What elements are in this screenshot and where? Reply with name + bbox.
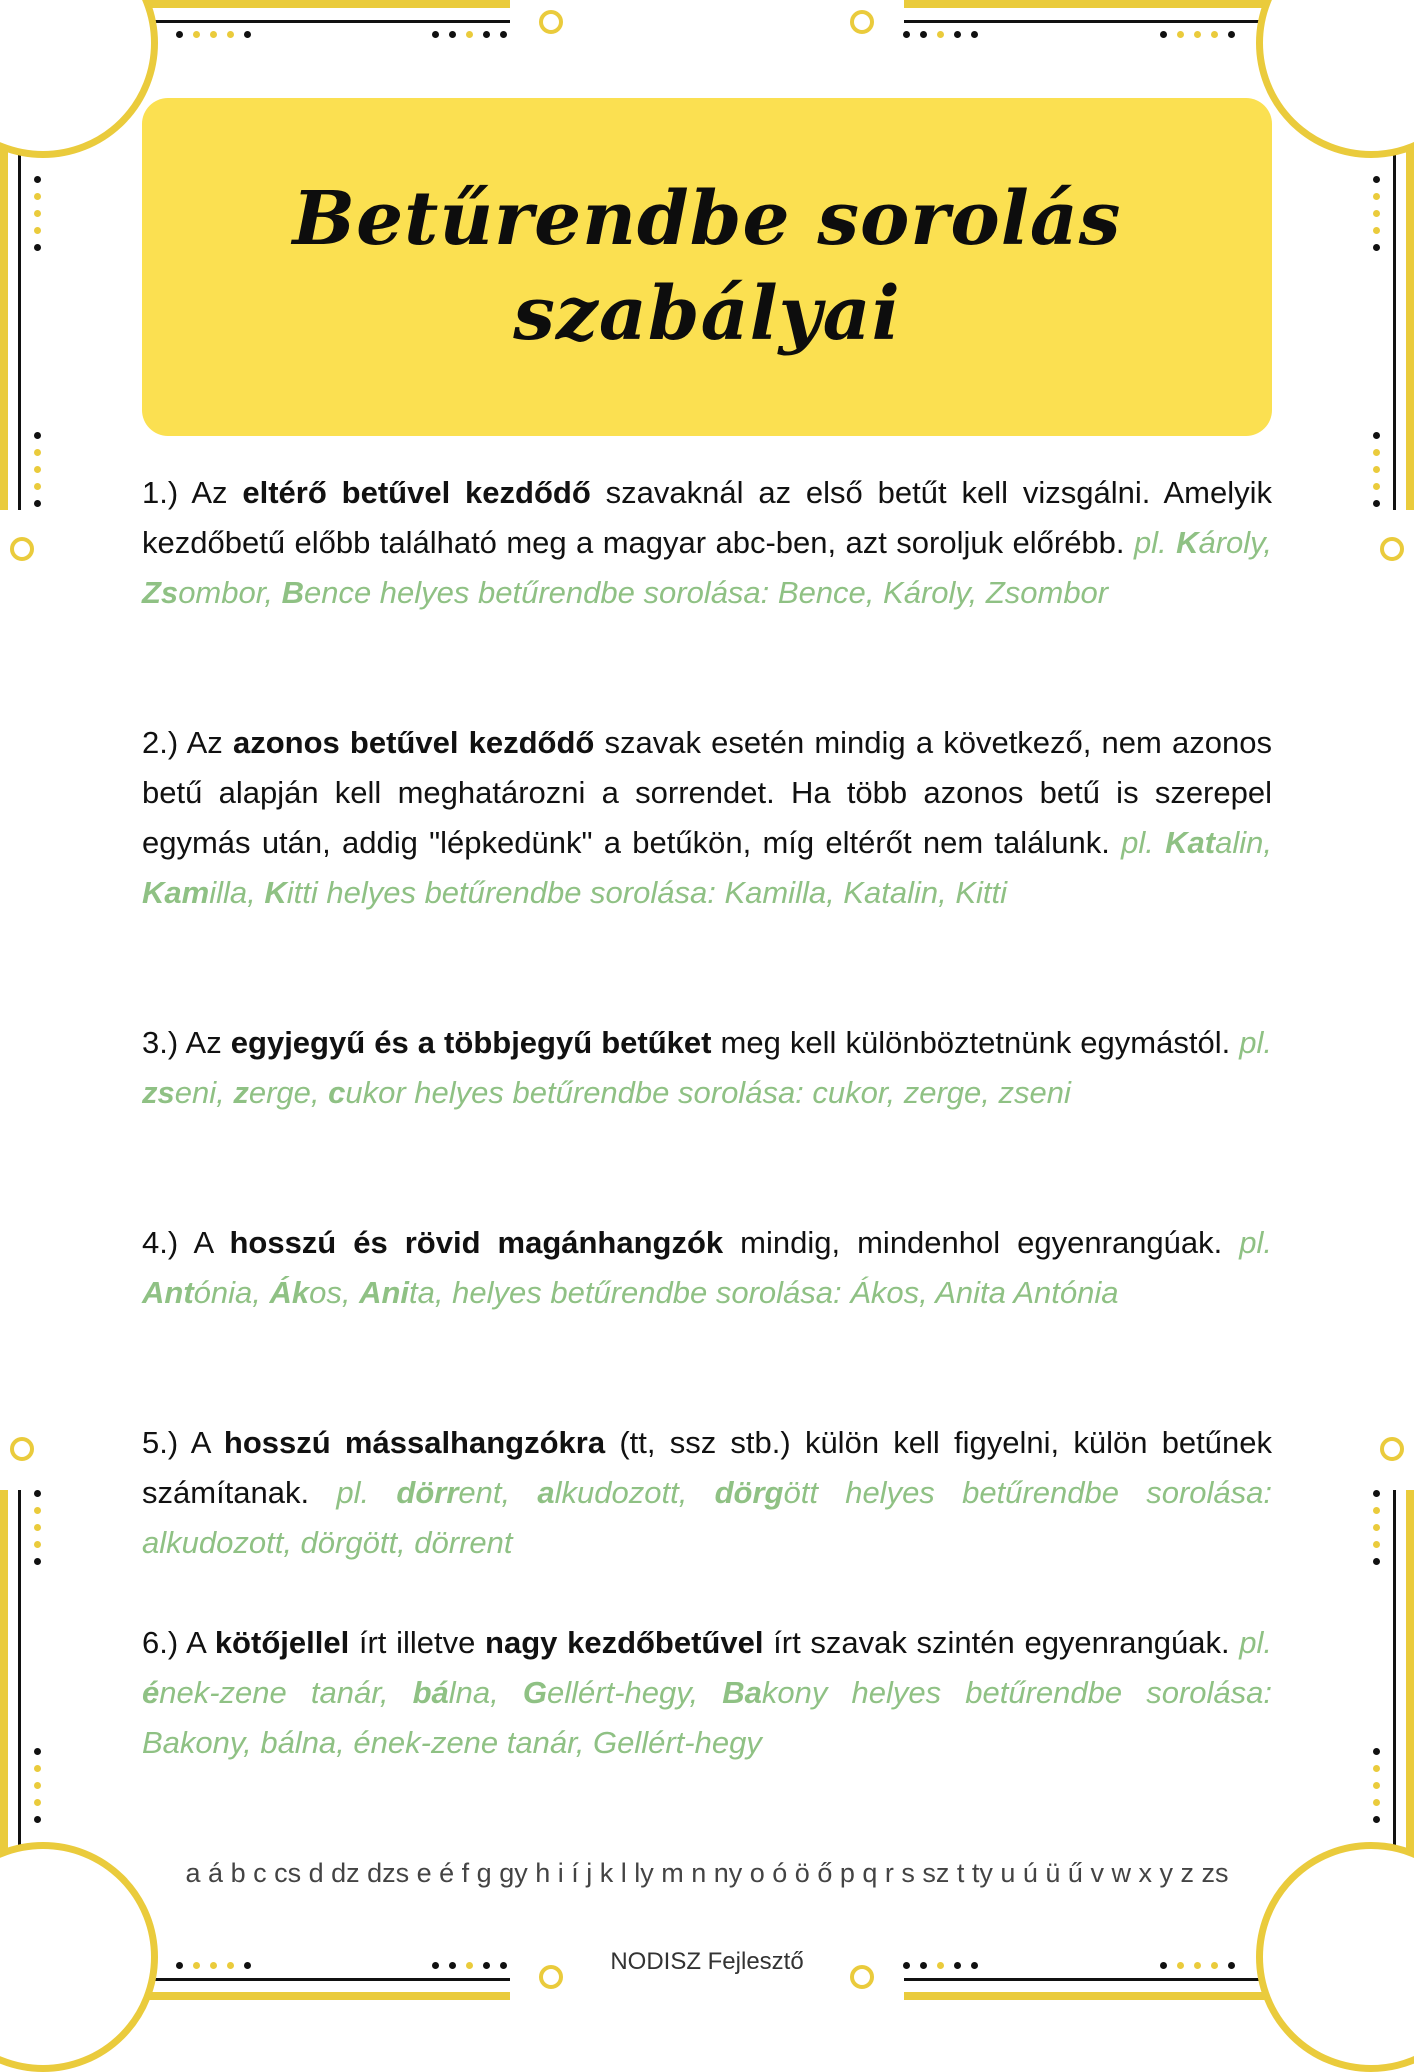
rule-text: írt szavak szintén egyenrangúak. <box>763 1625 1240 1660</box>
rule-example: os, <box>309 1275 360 1310</box>
rule-text: Az <box>178 475 243 510</box>
rule-item <box>142 718 1272 918</box>
rule-text: szavaknál az első betűt kell vizsgálni. Amelyik kezdőbetű előbb található meg a magyar abc-ben, azt soroljuk előrébb. <box>142 475 1272 560</box>
page-title-line-2: szabályai <box>513 271 901 357</box>
dots-decoration <box>1373 1748 1380 1823</box>
frame-line <box>1393 110 1396 510</box>
rule-example: eni, <box>174 1075 234 1110</box>
rule-text: A <box>178 1425 224 1460</box>
rule-example-highlight: G <box>522 1675 548 1710</box>
rule-item <box>142 1618 1272 1768</box>
frame-line <box>110 20 510 23</box>
frame-bar <box>0 1490 8 1890</box>
rule-example-highlight: a <box>537 1475 555 1510</box>
rule-example: ence helyes betűrendbe sorolása: Bence, Károly, Zsombor <box>303 575 1109 610</box>
rule-example: ónia, <box>193 1275 270 1310</box>
frame-line <box>904 20 1304 23</box>
frame-ring <box>539 10 563 34</box>
dots-decoration <box>903 31 978 38</box>
dots-decoration <box>1373 432 1380 507</box>
rule-example: lna, <box>448 1675 523 1710</box>
frame-line <box>1393 1490 1396 1890</box>
rule-example: ent, <box>458 1475 538 1510</box>
frame-ring <box>10 1437 34 1461</box>
rule-keyword: nagy kezdőbetűvel <box>485 1625 764 1660</box>
rule-example-highlight: K <box>1176 525 1199 560</box>
rule-example: alin, <box>1215 825 1272 860</box>
rule-keyword: azonos betűvel kezdődő <box>232 725 595 760</box>
dots-decoration <box>432 31 507 38</box>
rule-text: írt illetve <box>349 1625 486 1660</box>
rule-example-highlight: Zs <box>142 575 179 610</box>
dots-decoration <box>34 176 41 251</box>
rule-example: lkudozott, <box>554 1475 715 1510</box>
rule-example: erge, <box>248 1075 329 1110</box>
rule-example: kony helyes betűrendbe sorolása: Bakony, bálna, ének-zene tanár, Gellért-hegy <box>142 1675 1272 1760</box>
rule-example-highlight: bá <box>412 1675 449 1710</box>
title-banner <box>142 98 1272 436</box>
rule-example: ukor helyes betűrendbe sorolása: cukor, zerge, zseni <box>345 1075 1071 1110</box>
frame-bar <box>110 1992 510 2000</box>
rule-number: 5.) <box>142 1425 179 1460</box>
hungarian-alphabet: a á b c cs d dz dzs e é f g gy h i í j k l ly m n ny o ó ö ő p q r s sz t ty u ú ü ű v w x y z zs <box>185 1858 1229 1888</box>
dots-decoration <box>176 31 251 38</box>
corner-circle <box>0 0 158 158</box>
rule-item <box>142 468 1272 618</box>
rule-keyword: hosszú és rövid magánhangzók <box>229 1225 724 1260</box>
rule-example: ároly, <box>1198 525 1272 560</box>
rule-example: itti helyes betűrendbe sorolása: Kamilla, Katalin, Kitti <box>286 875 1007 910</box>
rule-number: 4.) <box>142 1225 179 1260</box>
rule-text: meg kell különböztetnünk egymástól. <box>711 1025 1240 1060</box>
rule-text: Az <box>178 1025 231 1060</box>
rule-item <box>142 1418 1272 1568</box>
rule-example: pl. <box>1239 1625 1272 1660</box>
rule-keyword: kötőjellel <box>214 1625 350 1660</box>
rule-example: nek-zene tanár, <box>159 1675 413 1710</box>
frame-ring <box>1380 537 1404 561</box>
rule-item <box>142 1018 1272 1118</box>
frame-bar <box>1406 1490 1414 1890</box>
rule-example: ombor, <box>178 575 282 610</box>
rule-example-highlight: Ant <box>142 1275 194 1310</box>
rule-number: 2.) <box>142 725 179 760</box>
rule-keyword: egyjegyű és a többjegyű betűket <box>230 1025 712 1060</box>
rule-example-highlight: B <box>281 575 304 610</box>
frame-bar <box>1406 110 1414 510</box>
rule-example-highlight: Ák <box>269 1275 310 1310</box>
frame-bar <box>904 1992 1304 2000</box>
frame-bar <box>110 0 510 8</box>
dots-decoration <box>34 432 41 507</box>
dots-decoration <box>34 1748 41 1823</box>
dots-decoration <box>1373 176 1380 251</box>
frame-line <box>18 110 21 510</box>
rule-text: szavak esetén mindig a következő, nem azonos betű alapján kell meghatározni a sorrendet. Ha több azonos betű is szerepel egymás után, addig "lépkedünk" a betűkön, míg eltérőt nem találunk. <box>142 725 1272 860</box>
rule-number: 3.) <box>142 1025 179 1060</box>
rule-keyword: eltérő betűvel kezdődő <box>242 475 591 510</box>
frame-ring <box>1380 1437 1404 1461</box>
rule-text: mindig, mindenhol egyenrangúak. <box>723 1225 1240 1260</box>
rule-example-highlight: c <box>328 1075 346 1110</box>
corner-circle <box>1256 0 1414 158</box>
rule-example-highlight: zs <box>142 1075 175 1110</box>
rule-example: ta, helyes betűrendbe sorolása: Ákos, Anita Antónia <box>409 1275 1119 1310</box>
rule-example: pl. <box>336 1475 397 1510</box>
dots-decoration <box>34 1490 41 1565</box>
dots-decoration <box>1160 31 1235 38</box>
page-title-line-1: Betűrendbe sorolás <box>292 176 1122 263</box>
rule-keyword: hosszú mássalhangzókra <box>223 1425 606 1460</box>
rule-example: pl. <box>1239 1025 1273 1060</box>
rule-example-highlight: Ba <box>722 1675 762 1710</box>
frame-line <box>18 1490 21 1890</box>
rule-example-highlight: Kam <box>142 875 210 910</box>
footer-credit: NODISZ Fejlesztő <box>610 1948 804 1975</box>
frame-ring <box>850 10 874 34</box>
frame-ring <box>10 537 34 561</box>
dots-decoration <box>1373 1490 1380 1565</box>
rule-example-highlight: z <box>233 1075 249 1110</box>
rule-example-highlight: Ani <box>359 1275 410 1310</box>
rule-text: (tt, ssz stb.) külön kell figyelni, külön betűnek számítanak. <box>142 1425 1273 1510</box>
rule-example-highlight: Kat <box>1165 825 1216 860</box>
rule-number: 6.) <box>142 1625 179 1660</box>
rule-text: Az <box>178 725 233 760</box>
frame-line <box>904 1978 1304 1981</box>
rule-text: A <box>178 1625 215 1660</box>
rule-item <box>142 1218 1272 1318</box>
rule-example-highlight: é <box>142 1675 160 1710</box>
rule-example: ellért-hegy, <box>547 1675 723 1710</box>
rule-example: ött helyes betűrendbe sorolása: alkudozott, dörgött, dörrent <box>142 1475 1272 1560</box>
rule-example: pl. <box>1133 525 1177 560</box>
frame-bar <box>904 0 1304 8</box>
rule-number: 1.) <box>142 475 179 510</box>
rule-example-highlight: dörr <box>396 1475 459 1510</box>
rule-example-highlight: dörg <box>714 1475 784 1510</box>
frame-line <box>110 1978 510 1981</box>
rule-example-highlight: K <box>264 875 287 910</box>
frame-bar <box>0 110 8 510</box>
rule-example: pl. <box>1121 825 1166 860</box>
rule-example: illa, <box>209 875 265 910</box>
rule-text: A <box>178 1225 230 1260</box>
rule-example: pl. <box>1239 1225 1273 1260</box>
